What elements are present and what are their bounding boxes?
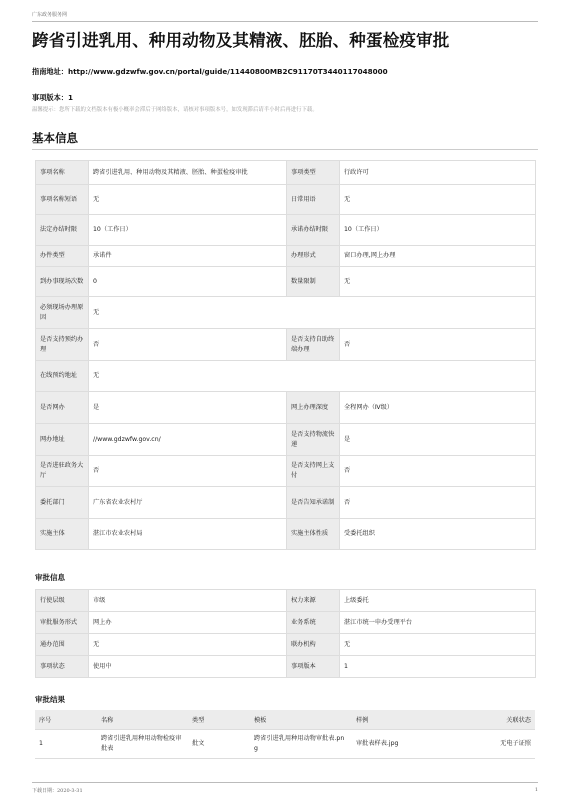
field-label: 事项名称短语	[36, 185, 89, 215]
field-value: 市级	[89, 590, 287, 612]
approval-info-table	[35, 589, 536, 678]
guide-address	[32, 67, 388, 77]
guide-url[interactable]: http://www.gdzwfw.gov.cn/portal/guide/11440800MB2C91170T3440117048000	[67, 67, 388, 76]
field-label: 权力来源	[287, 590, 340, 612]
field-value: 否	[340, 456, 536, 487]
field-value: 否	[89, 456, 287, 487]
column-header: 样例	[352, 710, 449, 730]
table-cell: 批文	[188, 730, 250, 759]
info-row	[36, 590, 536, 612]
field-value: 1	[340, 656, 536, 678]
field-label: 是否告知承诺制	[287, 487, 340, 519]
field-label: 在线预约地址	[36, 361, 89, 392]
field-value: 湛江市统一申办受理平台	[340, 612, 536, 634]
field-value: 否	[340, 487, 536, 519]
field-label: 是否网办	[36, 392, 89, 424]
column-header: 模板	[250, 710, 352, 730]
field-label: 通办范围	[36, 634, 89, 656]
field-label: 行使层级	[36, 590, 89, 612]
header-divider	[32, 21, 538, 22]
field-value: 无	[89, 634, 287, 656]
field-value: 使用中	[89, 656, 287, 678]
field-label: 法定办结时限	[36, 215, 89, 246]
field-label: 是否支持网上支付	[287, 456, 340, 487]
info-row	[36, 246, 536, 267]
guide-label: 指南地址：	[32, 67, 68, 76]
field-value: 受委托组织	[340, 519, 536, 550]
column-header: 关联状态	[449, 710, 535, 730]
field-label: 实施主体性质	[287, 519, 340, 550]
table-cell: 1	[35, 730, 97, 759]
field-value: //www.gdzwfw.gov.cn/	[89, 424, 287, 456]
table-cell: 审批表样表.jpg	[352, 730, 449, 759]
field-value: 是	[340, 424, 536, 456]
table-cell: 跨省引进乳用种用动物检疫审批表	[97, 730, 188, 759]
field-label: 数量限制	[287, 267, 340, 297]
info-row	[36, 161, 536, 185]
field-label: 是否支持自助终端办理	[287, 329, 340, 361]
download-hint: 温馨提示：您所下载的文档版本有极小概率会滞后于网络版本，请核对事项版本号，如发现滞后请半小时后再进行下载。	[32, 107, 318, 113]
info-row	[36, 267, 536, 297]
field-value: 无	[89, 185, 287, 215]
info-row	[36, 185, 536, 215]
table-row	[35, 730, 535, 759]
field-label: 联办机构	[287, 634, 340, 656]
section-title-result: 审批结果	[35, 695, 65, 704]
info-row	[36, 634, 536, 656]
table-cell: 无电子证照	[449, 730, 535, 759]
field-label: 网上办理深度	[287, 392, 340, 424]
field-label: 日常用语	[287, 185, 340, 215]
section-divider	[32, 149, 538, 150]
field-value: 0	[89, 267, 287, 297]
column-header: 名称	[97, 710, 188, 730]
field-value: 否	[340, 329, 536, 361]
table-cell: 跨省引进乳用种用动物审批表.png	[250, 730, 352, 759]
info-row	[36, 487, 536, 519]
field-value: 广东省农业农村厅	[89, 487, 287, 519]
info-row	[36, 297, 536, 329]
field-value: 全程网办（Ⅳ级）	[340, 392, 536, 424]
field-label: 是否进驻政务大厅	[36, 456, 89, 487]
field-value: 10（工作日）	[89, 215, 287, 246]
field-label: 到办事现场次数	[36, 267, 89, 297]
field-value: 是	[89, 392, 287, 424]
field-label: 事项类型	[287, 161, 340, 185]
info-row	[36, 215, 536, 246]
field-label: 委托部门	[36, 487, 89, 519]
info-row	[36, 612, 536, 634]
section-title-basic: 基本信息	[32, 131, 78, 145]
field-value: 10（工作日）	[340, 215, 536, 246]
basic-info-table	[35, 160, 536, 550]
field-label: 事项状态	[36, 656, 89, 678]
field-value: 跨省引进乳用、种用动物及其精液、胚胎、种蛋检疫审批	[89, 161, 287, 185]
info-row	[36, 361, 536, 392]
column-header: 序号	[35, 710, 97, 730]
field-value: 无	[340, 185, 536, 215]
field-value: 无	[340, 267, 536, 297]
footer-divider	[32, 782, 538, 783]
field-label: 必须现场办理原因	[36, 297, 89, 329]
field-value: 行政许可	[340, 161, 536, 185]
field-label: 承诺办结时限	[287, 215, 340, 246]
info-row	[36, 392, 536, 424]
info-row	[36, 519, 536, 550]
item-version: 事项版本：1	[32, 93, 73, 102]
field-label: 网办地址	[36, 424, 89, 456]
info-row	[36, 456, 536, 487]
field-value: 无	[89, 361, 536, 392]
field-label: 审批服务形式	[36, 612, 89, 634]
field-value: 上级委托	[340, 590, 536, 612]
field-value: 无	[340, 634, 536, 656]
site-name: 广东政务服务网	[32, 12, 68, 18]
field-label: 实施主体	[36, 519, 89, 550]
field-value: 网上办	[89, 612, 287, 634]
field-value: 否	[89, 329, 287, 361]
field-label: 办理形式	[287, 246, 340, 267]
section-title-approval: 审批信息	[35, 573, 65, 582]
page-number: 1	[534, 787, 538, 793]
info-row	[36, 329, 536, 361]
field-label: 事项版本	[287, 656, 340, 678]
field-value: 窗口办理,网上办理	[340, 246, 536, 267]
column-header: 类型	[188, 710, 250, 730]
field-label: 业务系统	[287, 612, 340, 634]
field-value: 承诺件	[89, 246, 287, 267]
info-row	[36, 424, 536, 456]
info-row	[36, 656, 536, 678]
field-value: 湛江市农业农村局	[89, 519, 287, 550]
page-title: 跨省引进乳用、种用动物及其精液、胚胎、种蛋检疫审批	[32, 31, 450, 50]
download-date: 下载日期：2020-3-31	[32, 788, 83, 794]
approval-result-table	[35, 710, 535, 759]
field-label: 是否支持预约办理	[36, 329, 89, 361]
field-label: 是否支持物流快递	[287, 424, 340, 456]
field-label: 事项名称	[36, 161, 89, 185]
field-value: 无	[89, 297, 536, 329]
field-label: 办件类型	[36, 246, 89, 267]
